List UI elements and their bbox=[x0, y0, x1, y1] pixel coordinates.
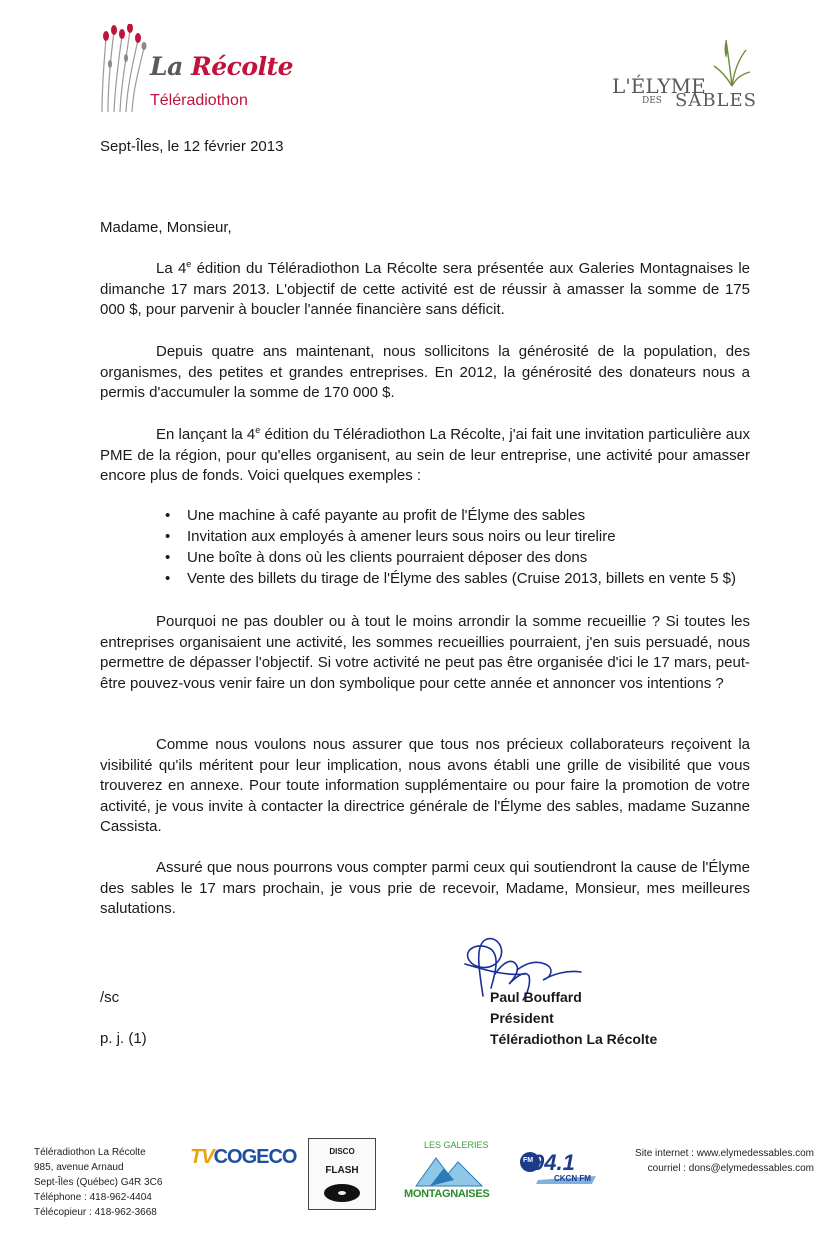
paragraph-5: Comme nous voulons nous assurer que tous nos précieux collaborateurs reçoivent la visibilité qu'ils méritent pour leur implication, nous avons établi une grille de visibilité que vous trouverez en annexe. Pour toute information supplémentaire ou pour faire la promotion de votre activité, je vous invite à contacter la directrice générale de l'Élyme des sables, madame Suzanne Cassista. bbox=[100, 736, 750, 835]
enclosure-note: p. j. (1) bbox=[100, 1030, 147, 1047]
signer-organization: Téléradiothon La Récolte bbox=[490, 1031, 658, 1047]
sponsor-logo-galeries-montagnaises: LES GALERIES MONTAGNAISES bbox=[404, 1140, 490, 1200]
typist-initials: /sc bbox=[100, 989, 120, 1006]
footer-contact bbox=[635, 1146, 814, 1176]
list-item: • Une boîte à dons où les clients pourraient déposer des dons bbox=[165, 547, 736, 568]
grass-icon bbox=[712, 38, 752, 88]
paragraph-1: La 4e édition du Téléradiothon La Récolte sera présentée aux Galeries Montagnaises le dimanche 17 mars 2013. L'objectif de cette activité est de réussir à amasser la somme de 175 000 $, pour parvenir à boucler l'année financière sans déficit. bbox=[100, 259, 751, 318]
mountain-icon bbox=[414, 1152, 484, 1188]
signature-block bbox=[490, 987, 657, 1050]
sponsor-logo-cogeco: TVCOGECO bbox=[190, 1146, 297, 1168]
logo-elyme-des-sables bbox=[600, 38, 760, 118]
sponsor-logo-disco-flash: DISCO FLASH bbox=[308, 1138, 376, 1210]
footer-address: Téléradiothon La Récolte 985, avenue Arnaud Sept-Îles (Québec) G4R 3C6 Téléphone : 418-962-4404 Télécopieur : 418-962-3668 bbox=[34, 1147, 163, 1218]
email-text: courriel : dons@elymedessables.com bbox=[647, 1163, 814, 1174]
signer-name: Paul Bouffard bbox=[490, 989, 582, 1005]
brand-name-la-recolte: La Récolte bbox=[150, 52, 294, 81]
list-item: • Vente des billets du tirage de l'Élyme des sables (Cruise 2013, billets en vente 5 $) bbox=[165, 568, 736, 589]
signer-title: Président bbox=[490, 1010, 554, 1026]
logo-la-recolte bbox=[96, 24, 296, 114]
paragraph-2: Depuis quatre ans maintenant, nous sollicitons la générosité de la population, des organismes, des petites et grandes entreprises. En 2012, la générosité des donateurs nous a permis d'accumuler la somme de 170 000 $. bbox=[100, 343, 750, 401]
letter-salutation: Madame, Monsieur, bbox=[100, 219, 232, 236]
brand-name-des: DES bbox=[642, 96, 662, 106]
brand-name-elyme: L'ÉLYME bbox=[612, 74, 706, 98]
brand-subtitle: Téléradiothon bbox=[150, 92, 248, 109]
sponsor-logo-radio-941: FM 94.1 CKCN FM bbox=[518, 1148, 598, 1184]
examples-list bbox=[165, 505, 736, 589]
record-disc-icon bbox=[322, 1183, 362, 1203]
paragraph-6: Assuré que nous pourrons vous compter parmi ceux qui soutiendront la cause de l'Élyme des sables le 17 mars prochain, je vous prie de recevoir, Madame, Monsieur, mes meilleures salutations. bbox=[100, 859, 750, 917]
wheat-stalks-icon bbox=[96, 24, 152, 114]
letter-date: Sept-Îles, le 12 février 2013 bbox=[100, 138, 284, 155]
website-text: Site internet : www.elymedessables.com bbox=[635, 1148, 814, 1159]
list-item: • Invitation aux employés à amener leurs sous noirs ou leur tirelire bbox=[165, 526, 736, 547]
brand-name-sables: SABLES bbox=[675, 90, 757, 111]
list-item: • Une machine à café payante au profit de l'Élyme des sables bbox=[165, 505, 736, 526]
paragraph-4: Pourquoi ne pas doubler ou à tout le moins arrondir la somme recueillie ? Si toutes les entreprises organisaient une activité, les sommes recueillies pourraient, j'en suis persuadé, nous permettre de dépasser l'objectif. Si votre activité ne peut pas être organisée d'ici le 17 mars, peut-être pouvez-vous venir faire un don symbolique pour cette année et annoncer vos intentions ? bbox=[100, 613, 750, 692]
paragraph-3: En lançant la 4e édition du Téléradiothon La Récolte, j'ai fait une invitation particulière aux PME de la région, pour qu'elles organisent, au sein de leur entreprise, une activité pour amasser encore plus de fonds. Voici quelques exemples : bbox=[100, 425, 750, 484]
